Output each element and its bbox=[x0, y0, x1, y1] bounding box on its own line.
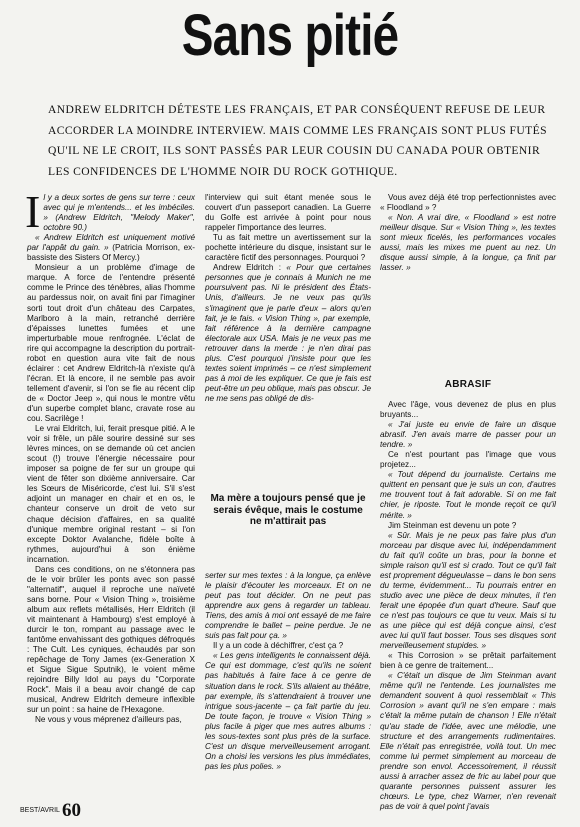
section-heading: ABRASIF bbox=[444, 379, 492, 390]
article-paragraph: « Andrew Eldritch est uniquement motivé par l'appât du gain. » (Patricia Morrison, ex-bassiste des Sisters Of Mercy.) bbox=[27, 233, 195, 263]
article-column-2-top bbox=[205, 193, 371, 404]
article-question: Tu as fait mettre un avertissement sur la pochette intérieure du disque, insistant sur le caractère fictif des personnages. Pourquoi ? bbox=[205, 233, 371, 263]
article-answer: « Non. A vrai dire, « Floodland » est notre meilleur disque. Sur « Vision Thing », les textes sont mieux ficelés, les performances vocales aussi, mais les mixes me puent au nez. Un disque aussi simple, à la longue, ça finit par lasser. » bbox=[380, 213, 556, 273]
page-title: Sans pitié bbox=[181, 3, 399, 68]
article-question: Jim Steinman est devenu un pote ? bbox=[388, 520, 517, 530]
article-paragraph: Monsieur a un problème d'image de marque. A force de l'entendre présenté comme le Prince des ténèbres, alias l'homme au pardessus noir, on avait fini par l'imaginer sorti tout droit d'un château des Carpates, Marlboro à la main, retranché derrière d'épaisses lunettes fumées et une imperturbable moue renfrognée. L'éclat de rire qui accompagne la description du portrait-robot en question aura vite fait de nous éclairer : cet Andrew Eldritch-là n'existe qu'à l'écran. Et là encore, il ne semble pas avoir tellement d'avenir, si l'on se fie au récent clip de « Doctor Jeep », qui nous le montre vêtu d'un superbe complet blanc, cravate rose au cou. Sacrilège ! bbox=[27, 263, 195, 424]
article-question: Avec l'âge, vous devenez de plus en plus bruyants... bbox=[380, 400, 556, 420]
article-paragraph: Ne vous y vous méprenez d'ailleurs pas, bbox=[35, 715, 182, 725]
article-column-3-bottom bbox=[380, 400, 556, 812]
article-answer: Andrew Eldritch : « Pour que certaines personnes que je connais à Munich ne me poursuivent pas. Ni le président des États-Unis, d'ailleurs. Je ne veux pas qu'ils s'imaginent que je parle d'eux – alors qu'en fait, je le fais. « Vision Thing », par exemple, fait référence à la dernière campagne électorale aux USA. Mais je ne veux pas me retrouver dans la merde : je n'en dirai pas plus. C'est pourquoi j'insiste pour que les textes soient imprimés – ce n'est simplement pas à moi de les expliquer. Ce que je fais est peut-être un peu oblique, mais pas obscur. Je ne me sens pas obligé de dis- bbox=[205, 263, 371, 403]
page-number: 60 bbox=[61, 800, 81, 821]
drop-cap: I bbox=[25, 186, 41, 237]
article-question: « This Corrosion » se prêtait parfaitement bien à ce genre de traitement... bbox=[380, 651, 556, 671]
article-answer: « Tout dépend du journaliste. Certains me quittent en pensant que je suis un con, d'autres me trouvent tout à fait adorable. Si on me fait chier, je riposte. Tout le monde reçoit ce qu'il mérite. » bbox=[380, 470, 556, 520]
article-answer: « J'ai juste eu envie de faire un disque abrasif. J'en avais marre de passer pour un tendre. » bbox=[380, 420, 556, 450]
article-answer: « Sûr. Mais je ne peux pas faire plus d'un morceau par disque avec lui, indépendamment du fait qu'il coûte un bras, pour la bonne et simple raison qu'il est si crado. Tout ce qu'il fait est proprement dégueulasse – dans le bon sens du terme, évidemment... Tu pourrais entrer en studio avec une pièce de deux minutes, il t'en ferait une épopée d'un quart d'heure. Sauf que ce n'est pas toujours ce que tu veux. Mais si tu as une pièce qui est déjà conçue ainsi, c'est avec lui qu'il faut bosser. Tous ses disques sont merveilleusement stupides. » bbox=[380, 530, 556, 651]
article-paragraph: Dans ces conditions, on ne s'étonnera pas de le voir brûler les ponts avec son passé "alternatif", auquel il reproche une naïveté sans borne. Pour « Vision Thing », troisième album aux reflets métallisés, Herr Eldritch (il vit maintenant à Hambourg) s'est employé à durcir le ton, rompant au passage avec le fantôme envahissant des gothiques défroqués : The Cult. Les cyniques, échaudés par son repêchage de Tony James (ex-Generation X et Sigue Sigue Sputnik), le voient même rejoindre Billy Idol au pays du "Corporate Rock". Mais il a beau avoir changé de cap musical, Andrew Eldritch demeure inflexible sur un point : sa haine de l'Hexagone. bbox=[27, 564, 195, 715]
article-question: Vous avez déjà été trop perfectionnistes avec « Floodland » ? bbox=[380, 193, 556, 213]
article-column-3-top bbox=[380, 193, 556, 273]
magazine-issue-label: BEST/AVRIL bbox=[20, 807, 60, 814]
article-paragraph: l'interview qui suit étant menée sous le couvert d'un passeport canadien. La Guerre du Golfe est arrivée à point pour nous rappeler l'importance des leurres. bbox=[205, 193, 371, 233]
article-paragraph: Le vrai Eldritch, lui, ferait presque pitié. A le voir si frêle, un pâle sourire dessiné sur ses lèvres minces, on se demande où cet ancien scout (!) trouve l'énergie nécessaire pour imposer sa poigne de fer sur un groupe qui vient de fêter son dixième anniversaire. Car les Sœurs de Miséricorde, c'est lui. S'il s'est adjoint un manager en chair et en os, le chanteur conserve un droit de veto sur chaque décision d'affaires, en sa qualité d'unique membre original restant – si l'on excepte Doktor Avalanche, fidèle boîte à rythmes, aujourd'hui à son énième incarnation. bbox=[27, 424, 195, 564]
lead-paragraph: ANDREW ELDRITCH DÉTESTE LES FRANÇAIS, ET PAR CONSÉQUENT REFUSE DE LEUR ACCORDER LA MOINDRE INTERVIEW. MAIS COMME LES FRANÇAIS SONT PLUS FUTÉS QU'IL NE LE CROIT, ILS SONT PASSÉS PAR LEUR COUSIN DU CANADA POUR OBTENIR LES CONFIDENCES DE L'HOMME NOIR DU ROCK GOTHIQUE. bbox=[48, 103, 547, 178]
page-footer bbox=[20, 800, 81, 822]
article-question: Ce n'est pourtant pas l'image que vous projetez... bbox=[380, 450, 556, 470]
article-column-1 bbox=[25, 186, 195, 725]
article-question: Il y a un code à déchiffrer, c'est ça ? bbox=[213, 641, 344, 651]
article-answer: « C'était un disque de Jim Steinman avant même qu'il ne l'entende. Les journalistes me demandent souvent à quoi ressemblait « This Corrosion » avant qu'il ne s'en empare : mais c'était la même putain de chanson ! Elle n'était qu'au stade de l'idée, avec une mélodie, une structure et des arrangements rudimentaires. Elle n'était pas enregistrée, voilà tout. Un mec comme lui permet simplement au morceau de prendre son envol. Accessoirement, il réussit aussi à arracher assez de fric au label pour que quarante personnes puissent assurer les chœurs. Le type, chez Warner, n'en revenait pas de voir à quel point j'avais bbox=[380, 671, 556, 811]
pull-quote: Ma mère a toujours pensé que je serais évêque, mais le costume ne m'attirait pas bbox=[210, 493, 366, 527]
article-paragraph: Il y a deux sortes de gens sur terre : ceux avec qui je m'entends... et les imbéciles. » (Andrew Eldritch, "Melody Maker", octobre 90.) bbox=[25, 186, 195, 237]
article-answer: serter sur mes textes : à la longue, ça enlève le plaisir d'écouter les morceaux. Et on ne peut pas tout décider. On ne peut pas apprendre aux gens à regarder un tableau. Tiens, des amis à moi ont essayé de me faire comprendre le ballet – peine perdue. Je ne suis pas fait pour ça. » bbox=[205, 571, 371, 641]
article-column-2-bottom bbox=[205, 571, 371, 772]
article-answer: « Les gens intelligents le connaissent déjà. Ce qui est dommage, c'est qu'ils ne soient pas habitués à faire face à ce genre de situation dans le rock. S'ils allaient au théâtre, par exemple, ils s'attendraient à trouver une intrigue sous-jacente – ça fait partie du jeu. De toute façon, je trouve « Vision Thing » plus facile à piger que mes autres albums : les sous-textes sont plus près de la surface. C'est un disque merveilleusement arrogant. On a choisi les versions les plus immédiates, pas les plus polies. » bbox=[205, 651, 371, 771]
